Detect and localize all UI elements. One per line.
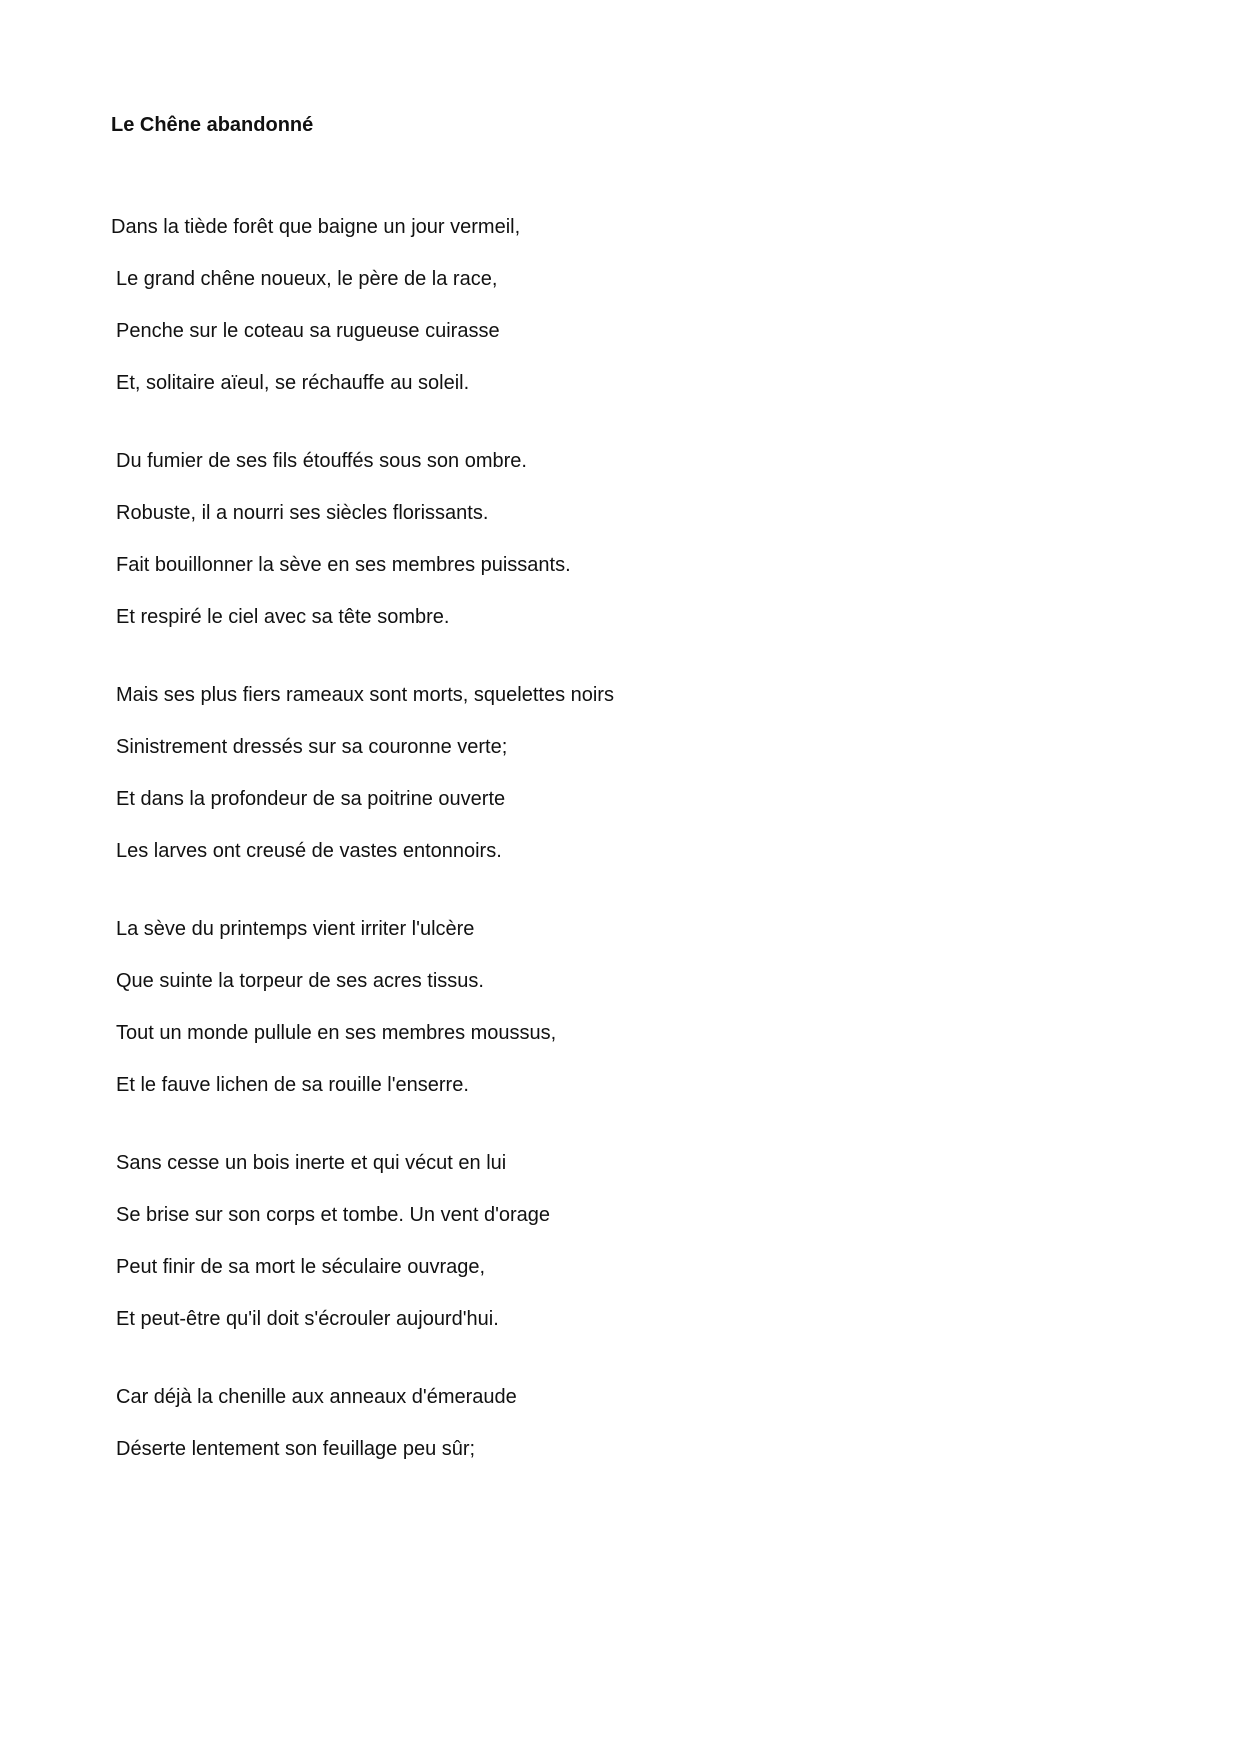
poem-body <box>111 214 1111 1514</box>
poem-line: La sève du printemps vient irriter l'ulcère <box>116 918 475 940</box>
stanza <box>111 1384 1111 1462</box>
stanza <box>111 1150 1111 1332</box>
stanza <box>111 916 1111 1098</box>
poem-line: Car déjà la chenille aux anneaux d'émeraude <box>116 1386 517 1408</box>
poem-title: Le Chêne abandonné <box>111 114 314 136</box>
poem-line: Et peut-être qu'il doit s'écrouler aujourd'hui. <box>116 1308 499 1330</box>
poem-line: Sans cesse un bois inerte et qui vécut en lui <box>116 1152 507 1174</box>
poem-line: Dans la tiède forêt que baigne un jour vermeil, <box>111 216 521 238</box>
poem-line: Peut finir de sa mort le séculaire ouvrage, <box>116 1256 486 1278</box>
poem-line: Se brise sur son corps et tombe. Un vent d'orage <box>116 1204 551 1226</box>
poem-line: Les larves ont creusé de vastes entonnoirs. <box>116 840 502 862</box>
poem-line: Mais ses plus fiers rameaux sont morts, squelettes noirs <box>116 684 614 706</box>
poem-line: Déserte lentement son feuillage peu sûr; <box>116 1438 476 1460</box>
poem-line: Et respiré le ciel avec sa tête sombre. <box>116 606 450 628</box>
poem-line: Tout un monde pullule en ses membres moussus, <box>116 1022 557 1044</box>
poem-line: Que suinte la torpeur de ses acres tissus. <box>116 970 484 992</box>
poem-line: Penche sur le coteau sa rugueuse cuirasse <box>116 320 500 342</box>
stanza <box>111 214 1111 396</box>
poem-line: Et dans la profondeur de sa poitrine ouverte <box>116 788 506 810</box>
poem-line: Le grand chêne noueux, le père de la race, <box>116 268 498 290</box>
stanza <box>111 448 1111 630</box>
poem-line: Et, solitaire aïeul, se réchauffe au soleil. <box>116 372 470 394</box>
poem-line: Robuste, il a nourri ses siècles florissants. <box>116 502 489 524</box>
poem-line: Fait bouillonner la sève en ses membres puissants. <box>116 554 571 576</box>
stanza <box>111 682 1111 864</box>
poem-line: Sinistrement dressés sur sa couronne verte; <box>116 736 508 758</box>
poem-line: Du fumier de ses fils étouffés sous son ombre. <box>116 450 527 472</box>
poem-line: Et le fauve lichen de sa rouille l'enserre. <box>116 1074 469 1096</box>
